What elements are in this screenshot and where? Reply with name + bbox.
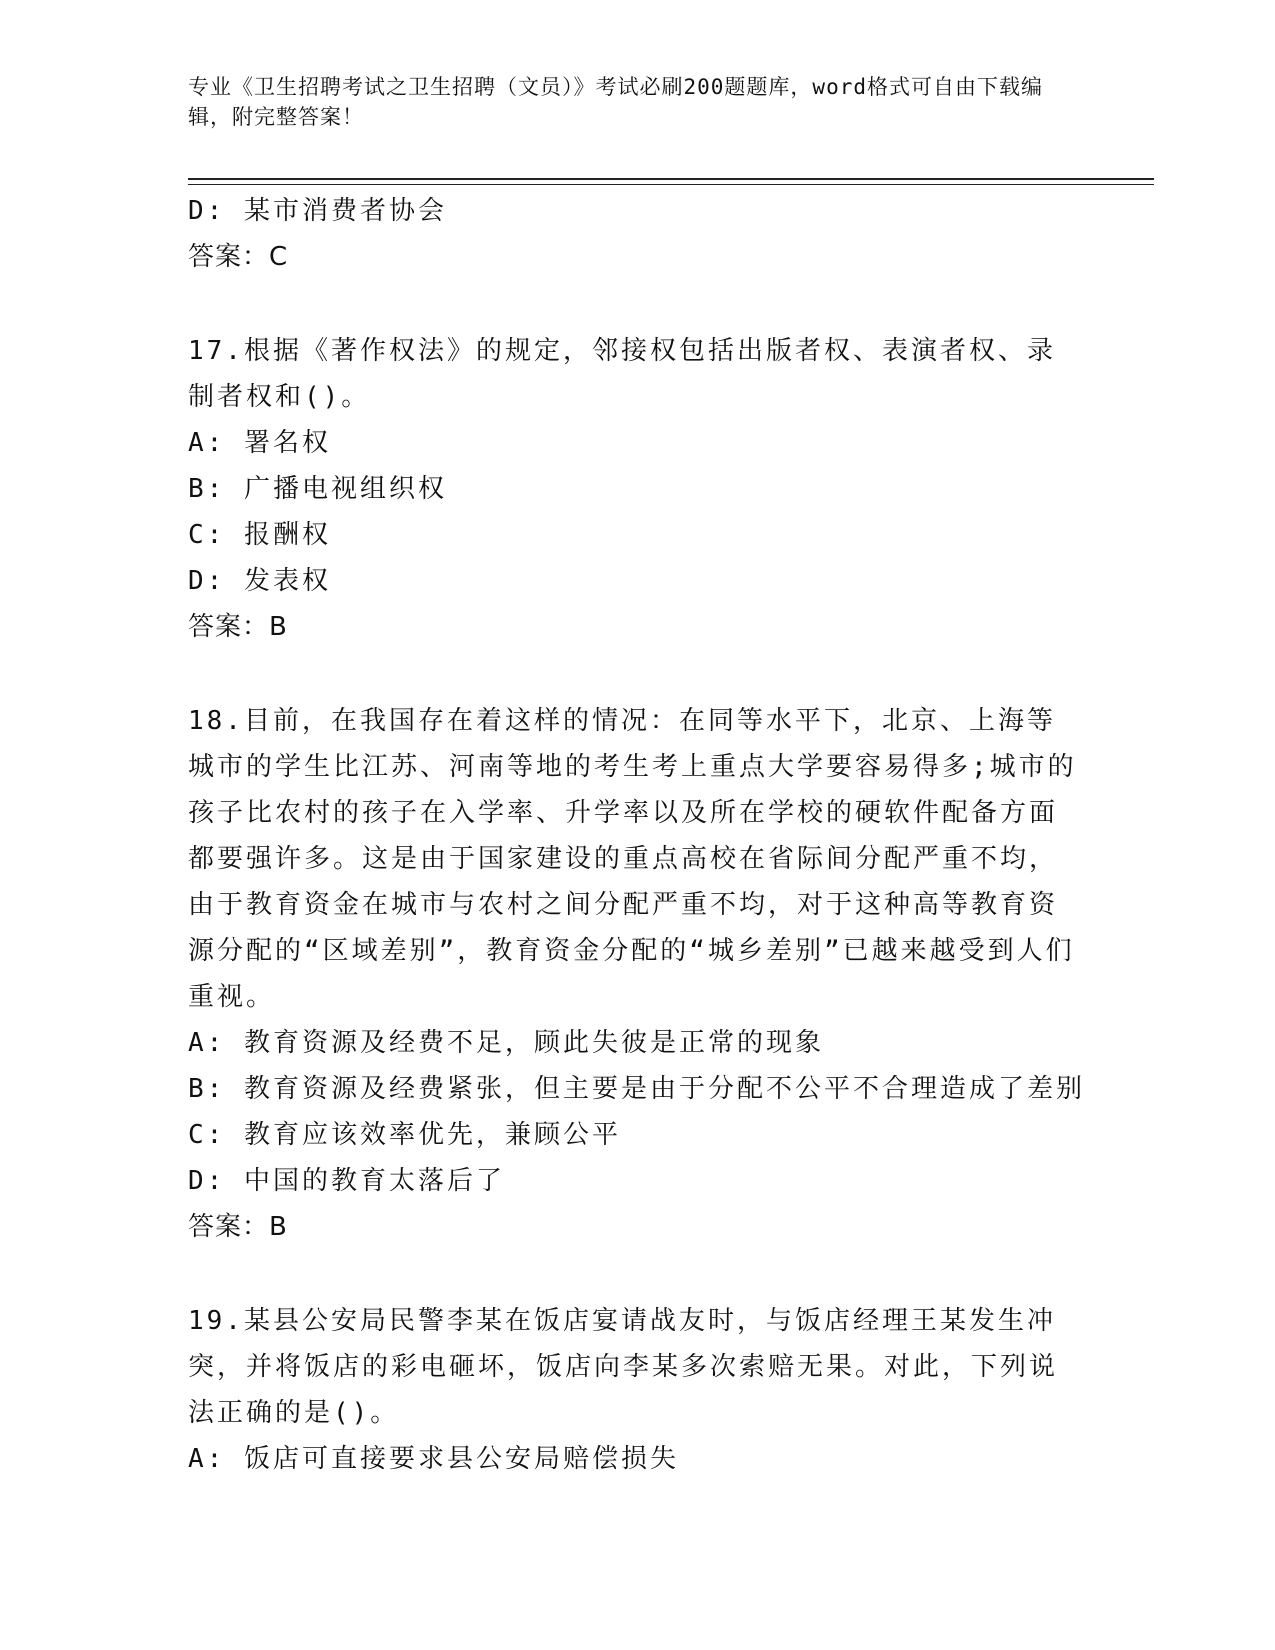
q18-option-b: B: 教育资源及经费紧张，但主要是由于分配不公平不合理造成了差别: [188, 1074, 1085, 1104]
q17-option-b: B: 广播电视组织权: [188, 474, 447, 504]
page-header: 专业《卫生招聘考试之卫生招聘（文员）》考试必刷200题题库，word格式可自由下载编辑，附完整答案！: [188, 75, 1043, 129]
q19-stem: 19.某县公安局民警李某在饭店宴请战友时，与饭店经理王某发生冲突，并将饭店的彩电砸坏，饭店向李某多次索赔无果。对此，下列说法正确的是()。: [188, 1306, 1059, 1428]
q19-option-a: A: 饭店可直接要求县公安局赔偿损失: [188, 1444, 679, 1474]
q18-option-c: C: 教育应该效率优先，兼顾公平: [188, 1120, 621, 1150]
q16-option-d: D: 某市消费者协会: [188, 196, 447, 226]
q16-answer: 答案：C: [188, 242, 289, 272]
q17-option-d: D: 发表权: [188, 566, 331, 596]
question-list: [188, 188, 1088, 1482]
q18-option-d: D: 中国的教育太落后了: [188, 1166, 505, 1196]
q17-stem: 17.根据《著作权法》的规定，邻接权包括出版者权、表演者权、录制者权和()。: [188, 336, 1056, 412]
q18-answer: 答案：B: [188, 1212, 288, 1242]
header-divider-thin: [188, 184, 1154, 185]
q18-option-a: A: 教育资源及经费不足，顾此失彼是正常的现象: [188, 1028, 824, 1058]
q17-option-a: A: 署名权: [188, 428, 331, 458]
q17-answer: 答案：B: [188, 612, 288, 642]
q17-option-c: C: 报酬权: [188, 520, 331, 550]
header-divider: [188, 178, 1154, 180]
q18-stem: 18.目前，在我国存在着这样的情况：在同等水平下，北京、上海等城市的学生比江苏、河南等地的考生考上重点大学要容易得多;城市的孩子比农村的孩子在入学率、升学率以及所在学校的硬软件配备方面都要强许多。这是由于国家建设的重点高校在省际间分配严重不均，由于教育资金在城市与农村之间分配严重不均，对于这种高等教育资源分配的“区域差别”，教育资金分配的“城乡差别”已越来越受到人们重视。: [188, 706, 1077, 1012]
